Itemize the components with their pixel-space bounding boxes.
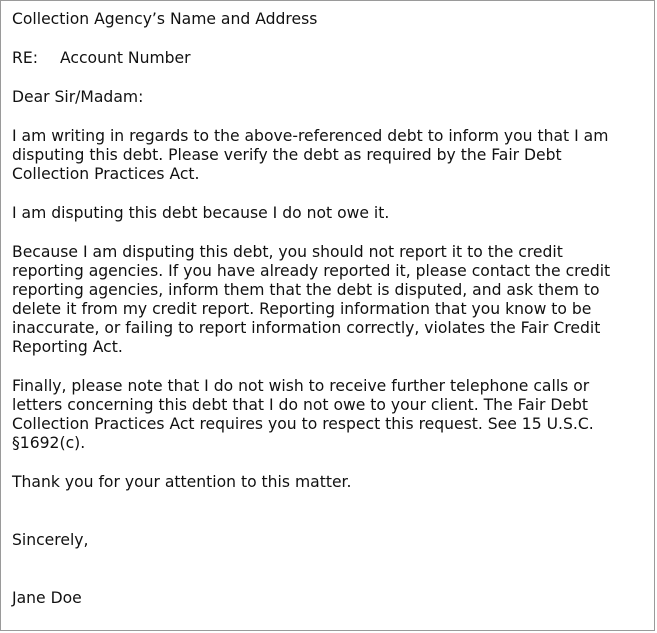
paragraph-line: disputing this debt. Please verify the debt as required by the Fair Debt bbox=[12, 146, 562, 164]
paragraph-line: §1692(c). bbox=[12, 434, 86, 452]
paragraph-line: Reporting Act. bbox=[12, 338, 123, 356]
paragraph-line: letters concerning this debt that I do not owe to your client. The Fair Debt bbox=[12, 396, 589, 414]
closing: Sincerely, bbox=[12, 531, 89, 549]
paragraph-line: reporting agencies. If you have already reported it, please contact the credit bbox=[12, 262, 611, 280]
paragraph-line: Collection Practices Act. bbox=[12, 165, 200, 183]
re-line bbox=[12, 49, 652, 68]
letter-body bbox=[12, 10, 652, 608]
paragraph-line: delete it from my credit report. Reporting information that you know to be bbox=[12, 300, 592, 318]
re-label: RE: bbox=[12, 49, 38, 67]
paragraph-line: Because I am disputing this debt, you should not report it to the credit bbox=[12, 243, 563, 261]
paragraph-reason bbox=[12, 204, 652, 223]
paragraph-no-contact bbox=[12, 377, 652, 453]
re-value: Account Number bbox=[60, 49, 191, 67]
paragraph-line: Finally, please note that I do not wish to receive further telephone calls or bbox=[12, 377, 590, 395]
paragraph-line: I am disputing this debt because I do not owe it. bbox=[12, 204, 390, 222]
recipient-line: Collection Agency’s Name and Address bbox=[12, 10, 318, 28]
paragraph-line: I am writing in regards to the above-referenced debt to inform you that I am bbox=[12, 127, 609, 145]
paragraph-line: inaccurate, or failing to report information correctly, violates the Fair Credit bbox=[12, 319, 601, 337]
paragraph-line: reporting agencies, inform them that the debt is disputed, and ask them to bbox=[12, 281, 600, 299]
paragraph-credit-reporting bbox=[12, 243, 652, 357]
signature-name: Jane Doe bbox=[12, 589, 82, 607]
salutation: Dear Sir/Madam: bbox=[12, 88, 144, 106]
paragraph-line: Collection Practices Act requires you to respect this request. See 15 U.S.C. bbox=[12, 415, 594, 433]
paragraph-thanks bbox=[12, 473, 652, 492]
paragraph-dispute-intro bbox=[12, 127, 652, 184]
paragraph-line: Thank you for your attention to this matter. bbox=[12, 473, 352, 491]
